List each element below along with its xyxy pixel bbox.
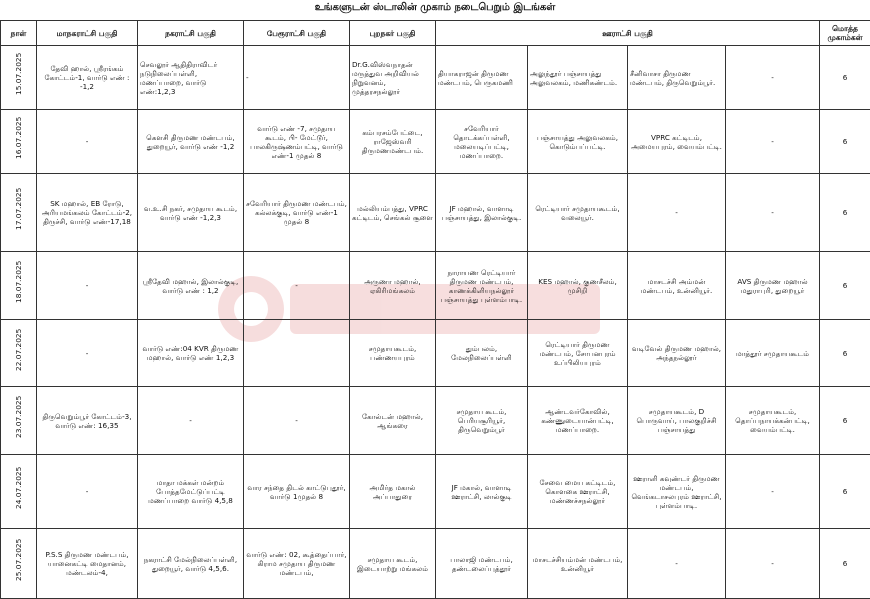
page-title: உங்களுடன் ஸ்டாலின் முகாம் நடைபெறும் இடங்கள் <box>0 2 870 14</box>
rural-cell-3: சமுதாயகூடம், D பொருவாய், பாலகுறிச்சி பஞ்சாயத்து <box>628 387 726 455</box>
total-cell: 6 <box>820 455 870 529</box>
rural-cell-2: KES மஹால், குணசீலம், முசிறி <box>528 252 628 320</box>
urban-cell: Dr.G.விஸ்வநாதன் மருத்துவ அறிவியல் நிறுவனம், முத்தரசநல்லூர் <box>350 46 436 110</box>
header-corporation: மாநகராட்சி பகுதி <box>37 21 138 46</box>
rural-cell-2: சேவை மைய கட்டிடம், கொளகை ஊராட்சி, மண்ணச்சநல்லூர் <box>528 455 628 529</box>
municipality-cell: வார்டு எண்:04 KVR திருமண மஹால், வார்டு எண் 1,2,3 <box>138 320 244 387</box>
town-panchayat-cell: - <box>244 252 350 320</box>
header-total: மொத்த முகாம்கள் <box>820 21 870 46</box>
table-row <box>1 320 870 387</box>
corporation-cell: SK மஹால், EB ரோடு, அரியமங்கலம் கோட்டம்-2, திருச்சி, வார்டு எண்-17,18 <box>37 174 138 252</box>
header-town-panchayat: பேரூராட்சி பகுதி <box>244 21 350 46</box>
table-row <box>1 455 870 529</box>
municipality-cell: - <box>138 387 244 455</box>
urban-cell: மல்லியம்பத்து, VPRC கட்டிடம், செங்கல் சூளை <box>350 174 436 252</box>
table-row <box>1 174 870 252</box>
header-date: நாள் <box>1 21 37 46</box>
date-cell: 15.07.2025 <box>1 46 37 110</box>
rural-cell-2: ஆண்டவர்கோவில், கண்ணுடையான்பட்டி, மணப்பாறை. <box>528 387 628 455</box>
rural-cell-4: - <box>726 46 820 110</box>
table-row <box>1 529 870 599</box>
rural-cell-3: VPRC கட்டிடம், அமையபுரம், வையம்பட்டி. <box>628 110 726 174</box>
town-panchayat-cell: வார சந்தை திடல் காட்டுபுதூர், வார்டு 1முதல் 8 <box>244 455 350 529</box>
total-cell: 6 <box>820 320 870 387</box>
town-panchayat-cell: - <box>244 387 350 455</box>
total-cell: 6 <box>820 110 870 174</box>
rural-cell-4: - <box>726 174 820 252</box>
urban-cell: கோல்டன் மஹால், ஆங்கரை <box>350 387 436 455</box>
rural-cell-4: AVS திருமண மஹால் மதுராபுரி, துறையூர் <box>726 252 820 320</box>
corporation-cell: - <box>37 252 138 320</box>
total-cell: 6 <box>820 387 870 455</box>
table-row <box>1 46 870 110</box>
rural-cell-2: ரெட்டியார் திருமண மண்டபம், சோபனபுரம் உப்பிலியபுரம் <box>528 320 628 387</box>
date-cell: 23.07.2025 <box>1 387 37 455</box>
table-row <box>1 387 870 455</box>
total-cell: 6 <box>820 174 870 252</box>
rural-cell-2: மாசடச்சியம்மன் மண்டபம், உன்னியூர் <box>528 529 628 599</box>
rural-cell-4: மாத்தூர் சமுதாயகூடம் <box>726 320 820 387</box>
rural-cell-3: ஊராளி கவுண்டர் திருமண மண்டபம், வெங்கடாசலபுரம் ஊராட்சி, புள்ளம்பாடி. <box>628 455 726 529</box>
header-municipality: நகராட்சி பகுதி <box>138 21 244 46</box>
rural-cell-4: - <box>726 110 820 174</box>
urban-cell: அமிர்த மகால் அப்பாதுரை <box>350 455 436 529</box>
rural-cell-1: தும்பலம், மேலநிலைப்பள்ளி <box>436 320 528 387</box>
table-row <box>1 110 870 174</box>
rural-cell-3: - <box>628 529 726 599</box>
rural-cell-1: நாராயண ரெட்டியார் திருமண மண்டபம், காணக்கிளியநல்லூர் பஞ்சாயத்து புள்ளம்பாடி. <box>436 252 528 320</box>
town-panchayat-cell <box>244 320 350 387</box>
table-row <box>1 252 870 320</box>
town-panchayat-cell: - <box>244 46 350 110</box>
corporation-cell: P.S.S திருமண மண்டபம், யானைகட்டி மைதானம், மண்டலம்-4, <box>37 529 138 599</box>
header-urban: புறநகர் பகுதி <box>350 21 436 46</box>
corporation-cell: திருவெறும்பூர் கோட்டம்-3, வார்டு எண்: 16,35 <box>37 387 138 455</box>
date-cell: 22.07.2025 <box>1 320 37 387</box>
municipality-cell: செவலூர் ஆதிதிராவிடர் நடுநிலைப்பள்ளி, மணப்பாறை, வார்டு எண்:1,2,3 <box>138 46 244 110</box>
municipality-cell: வ.உ.சி நகர், சமுதாய கூடம், வார்டு எண் -1,2,3 <box>138 174 244 252</box>
corporation-cell: - <box>37 320 138 387</box>
corporation-cell: - <box>37 455 138 529</box>
date-cell: 17.07.2025 <box>1 174 37 252</box>
date-cell: 18.07.2025 <box>1 252 37 320</box>
rural-cell-4: சமுதாயகூடம், தொப்பநாயக்கன்பட்டி, வையம்பட்டி. <box>726 387 820 455</box>
rural-cell-3: சீனிவாசா திருமண மண்டபம், திருவெறும்பூர். <box>628 46 726 110</box>
date-cell: 16.07.2025 <box>1 110 37 174</box>
date-cell: 24.07.2025 <box>1 455 37 529</box>
total-cell: 6 <box>820 529 870 599</box>
municipality-cell: ஸ்ரீதேவி மஹால், இலால்குடி, வார்டு எண் : 1,2 <box>138 252 244 320</box>
table-header-row <box>1 21 870 46</box>
rural-cell-1: சமுதாய கூடம், பெரியசூரியூர், திருவெறும்பூர் <box>436 387 528 455</box>
rural-cell-1: சவேரியார் தொடக்கப்பள்ளி, மலையடிப்பட்டி, மணப்பாறை. <box>436 110 528 174</box>
rural-cell-4: - <box>726 455 820 529</box>
rural-cell-2: பஞ்சாயத்து அலுவலகம், கொடும்பப்பட்டி. <box>528 110 628 174</box>
urban-cell: அருணா மஹால், ஏகிரிமங்கலம் <box>350 252 436 320</box>
municipality-cell: கௌசி திருமண மண்டபம், துறையூர், வார்டு எண் -1,2 <box>138 110 244 174</box>
total-cell: 6 <box>820 46 870 110</box>
municipality-cell: நகராட்சி மேல்நிலைப்பள்ளி, துறையூர், வார்டு 4,5,6. <box>138 529 244 599</box>
rural-cell-2: அலுந்தூர் பஞ்சாயத்து அலுவலகம், மணிகண்டம். <box>528 46 628 110</box>
date-cell: 25.07.2025 <box>1 529 37 599</box>
rural-cell-2: ரெட்டியார் சமுதாயகூடம், வலையூர். <box>528 174 628 252</box>
town-panchayat-cell: வார்டு எண் -7, சமுதாய கூடம், பி- மேட்டூர், பாலகிருஷ்ணம்பட்டி, வார்டு எண்-1 முதல் 8 <box>244 110 350 174</box>
corporation-cell: - <box>37 110 138 174</box>
rural-cell-3: வடிவேல் திருமண மஹால், அந்தநல்லூர் <box>628 320 726 387</box>
town-panchayat-cell: வார்டு எண்: 02, கூத்தைப்பார், கிராம சமுதாய திருமண மண்டபம், <box>244 529 350 599</box>
urban-cell: சமுதாயகூடம், பண்ணயபுரம் <box>350 320 436 387</box>
rural-cell-4: - <box>726 529 820 599</box>
corporation-cell: தேவி ஹால், ஸ்ரீரங்கம் கோட்டம்-1, வார்டு எண் : -1,2 <box>37 46 138 110</box>
urban-cell: சமுதாய கூடம், இடையாற்று மங்கலம் <box>350 529 436 599</box>
urban-cell: கம்பரசம்பேட்டை, ராஜேஸ்வரி திருமணமண்டபம். <box>350 110 436 174</box>
camp-schedule-table <box>0 20 870 599</box>
total-cell: 6 <box>820 252 870 320</box>
rural-cell-1: பாலாஜி மண்டபம், தண்டலைப்புத்தூர் <box>436 529 528 599</box>
rural-cell-3: மாசடச்சி அம்மன் மண்டபம், உன்னியூர். <box>628 252 726 320</box>
municipality-cell: மாதா மக்கள் மன்றம் போத்தமேட்டுப்பட்டி மணப்பாறை வார்டு 4,5,8 <box>138 455 244 529</box>
town-panchayat-cell: சவேரியார் திருமண மண்டபம், கல்லக்குடி, வார்டு எண்-1 முதல் 8 <box>244 174 350 252</box>
rural-cell-1: JF மகால், வாளாடி ஊராட்சி, லால்குடி <box>436 455 528 529</box>
rural-cell-1: JF மஹால், வாளாடி பஞ்சாயத்து, இலால்குடி. <box>436 174 528 252</box>
rural-cell-1: தியாகராஜன் திருமண மண்டபம், பெருகமணி <box>436 46 528 110</box>
header-rural: ஊராட்சி பகுதி <box>436 21 820 46</box>
rural-cell-3: - <box>628 174 726 252</box>
